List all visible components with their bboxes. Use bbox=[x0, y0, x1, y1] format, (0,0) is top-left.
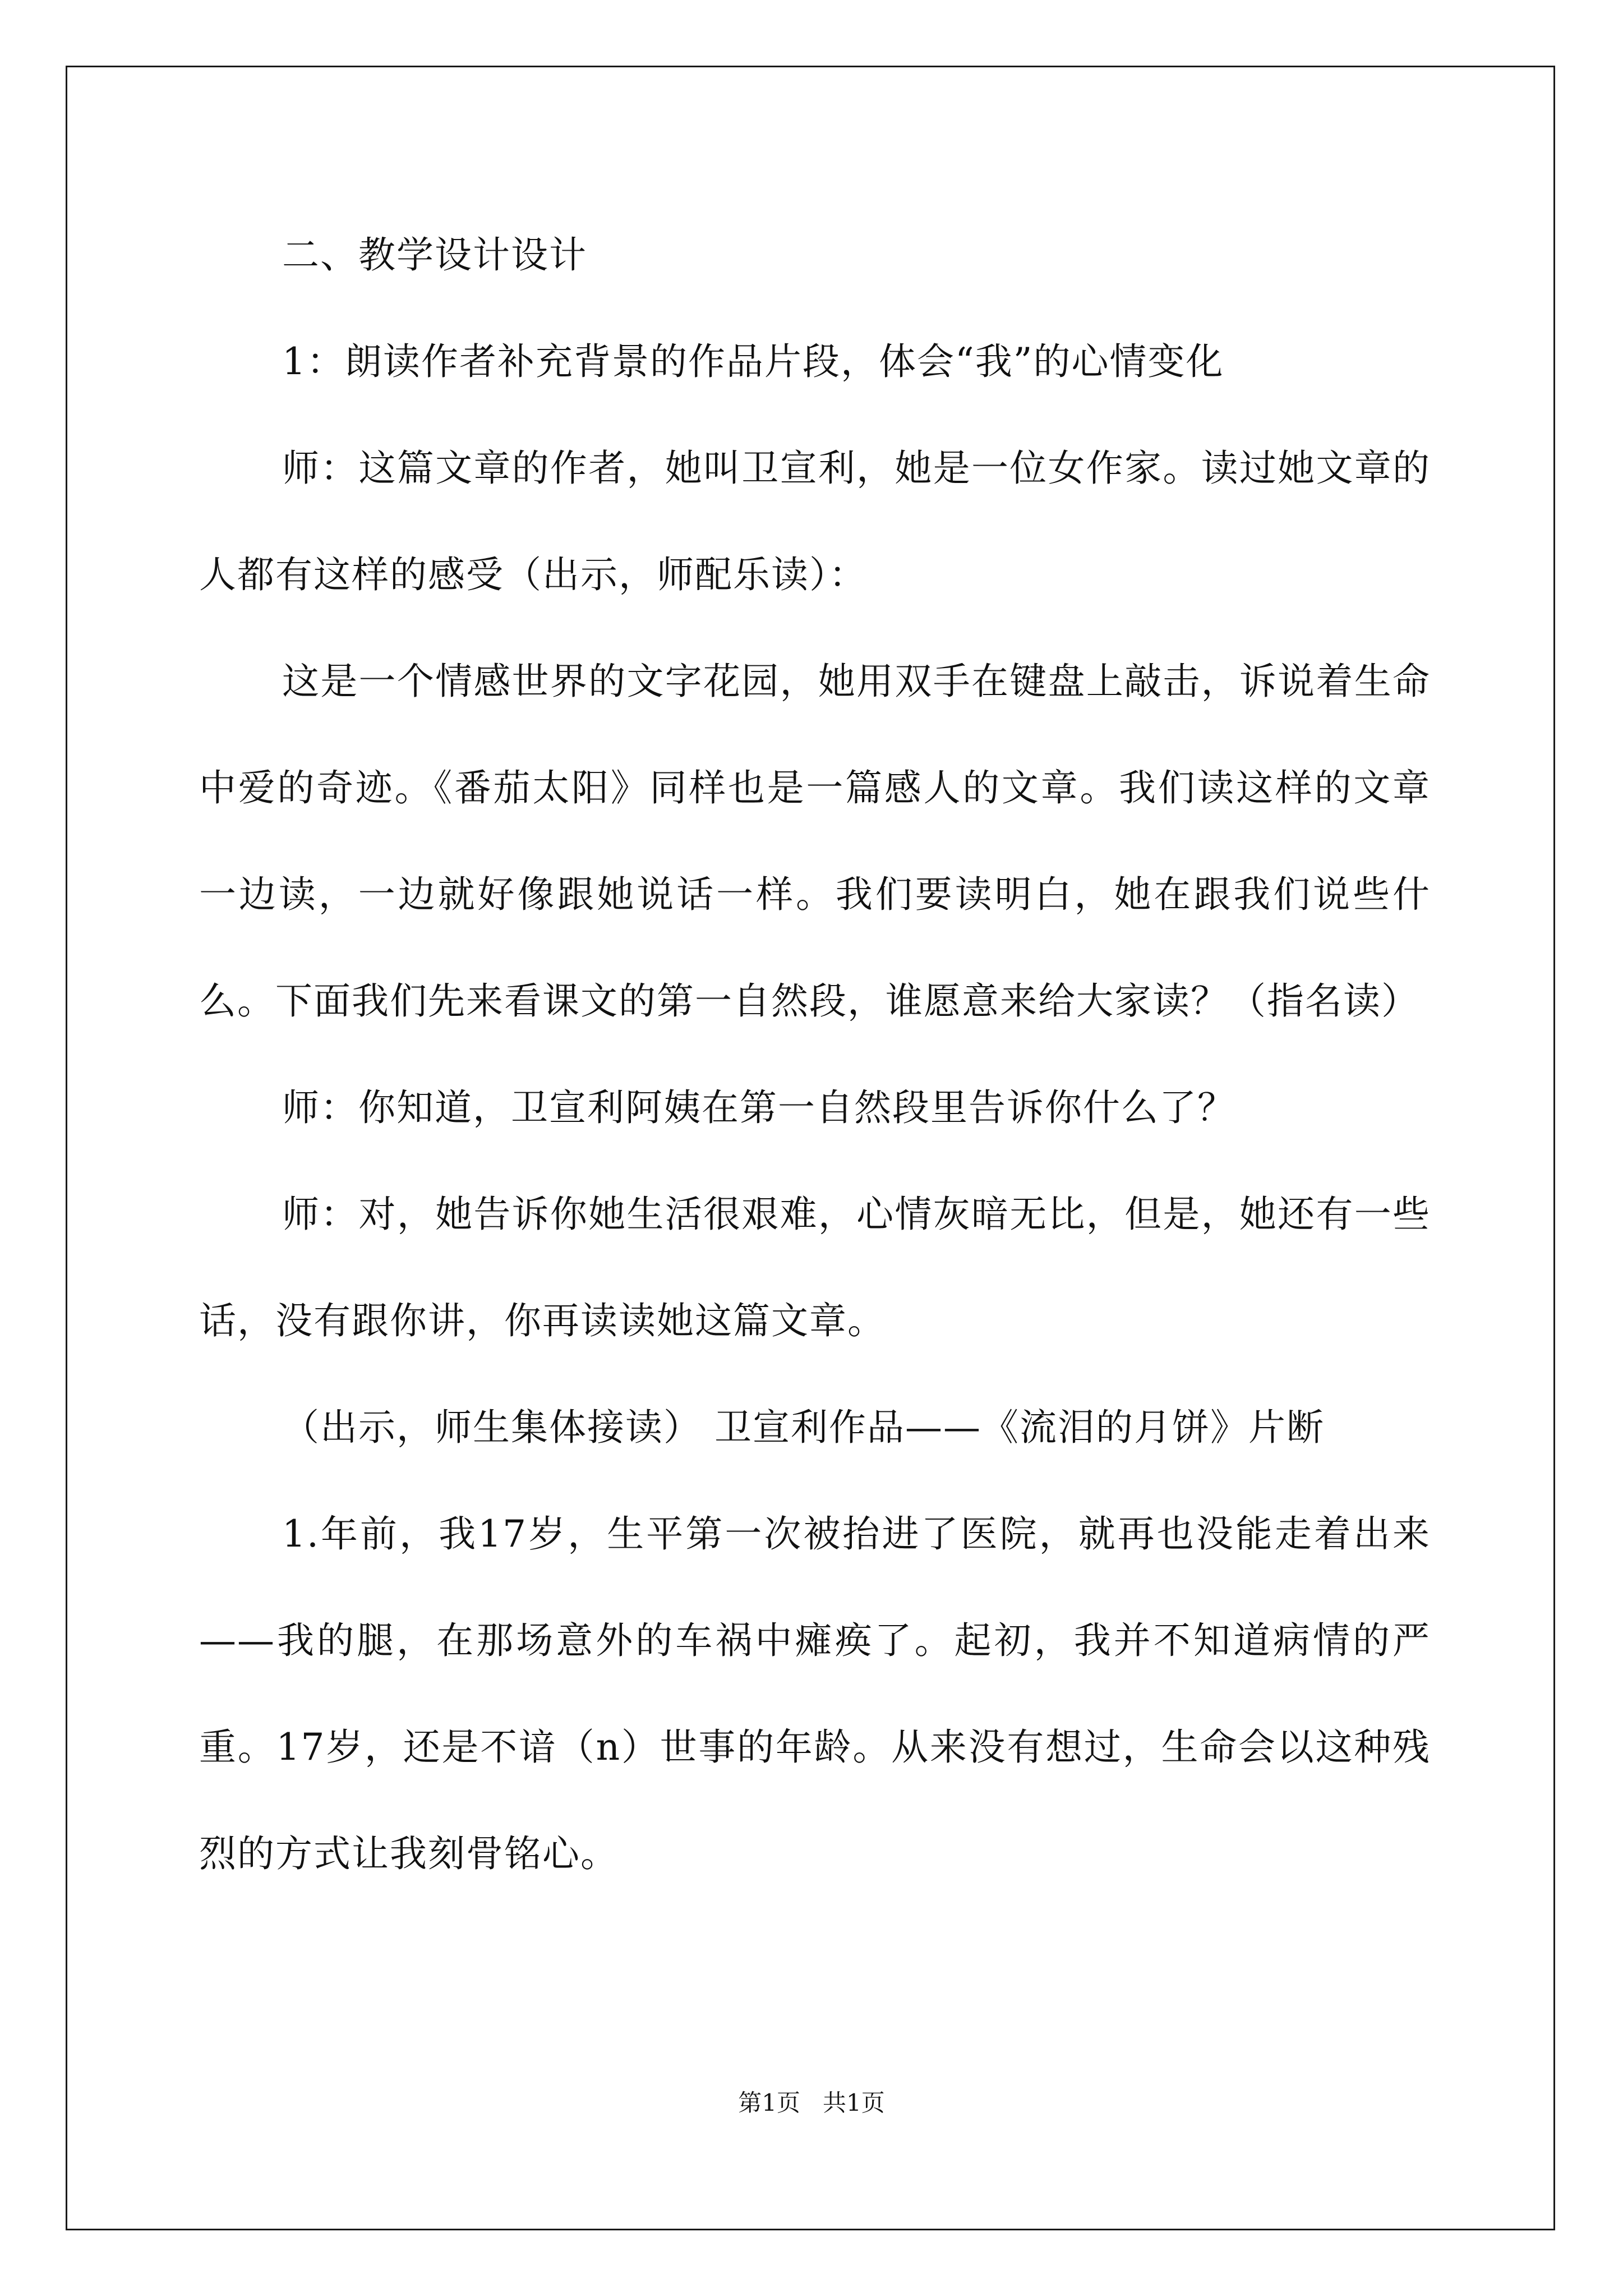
paragraph-teacher-intro: 师：这篇文章的作者，她叫卫宣利，她是一位女作家。读过她文章的人都有这样的感受（出示，师配乐读）： bbox=[199, 447, 1431, 596]
section-heading: 二、教学设计设计 bbox=[282, 233, 587, 277]
paragraph-teacher-question: 师：你知道，卫宣利阿姨在第一自然段里告诉你什么了？ bbox=[282, 1086, 1235, 1129]
paragraph-excerpt-text: 1.年前，我17岁，生平第一次被抬进了医院，就再也没能走着出来——我的腿，在那场意外的车祸中瘫痪了。起初，我并不知道病情的严重。17岁，还是不谙（n）世事的年龄。从来没有想过，生命会以这种残烈的方式让我刻骨铭心。 bbox=[199, 1512, 1431, 1875]
paragraph-excerpt-heading: （出示，师生集体接读） 卫宣利作品——《流泪的月饼》片断 bbox=[282, 1406, 1325, 1449]
paragraph-activity-title: 1：朗读作者补充背景的作品片段，体会“我”的心情变化 bbox=[282, 340, 1224, 383]
paragraph-teacher-response: 师：对，她告诉你她生活很艰难，心情灰暗无比，但是，她还有一些话，没有跟你讲，你再读读她这篇文章。 bbox=[199, 1193, 1431, 1342]
page-number-footer: 第1页 共1页 bbox=[738, 2089, 885, 2116]
paragraph-author-description: 这是一个情感世界的文字花园，她用双手在键盘上敲击，诉说着生命中爱的奇迹。《番茄太阳》同样也是一篇感人的文章。我们读这样的文章一边读，一边就好像跟她说话一样。我们要读明白，她在跟我们说些什么。下面我们先来看课文的第一自然段，谁愿意来给大家读？（指名读） bbox=[199, 660, 1431, 1023]
document-body bbox=[199, 202, 1431, 1907]
